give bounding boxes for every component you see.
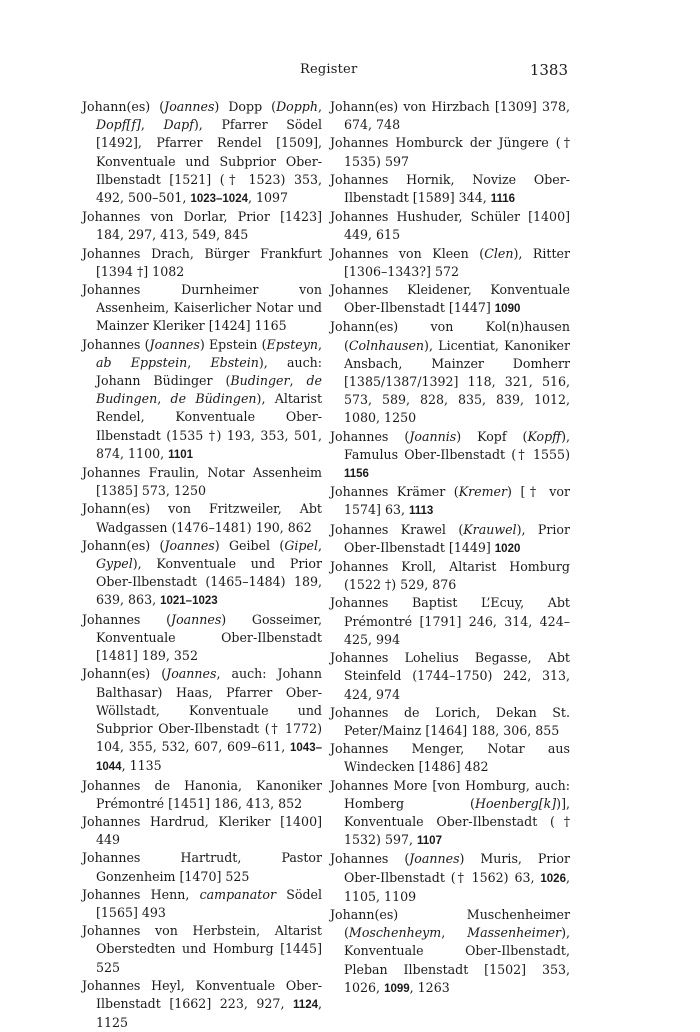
entry-text: Johannes Hardrud, Kleriker [1400] 449 xyxy=(82,813,322,848)
register-entry xyxy=(82,977,322,1032)
entry-text: , xyxy=(441,925,468,941)
entry-text: ) Kopf ( xyxy=(456,428,528,444)
register-entry xyxy=(82,537,322,611)
entry-text: Johann(es) von Kol(n)hausen ( xyxy=(330,319,570,353)
entry-page-bold: 1090 xyxy=(494,303,521,316)
entry-text: Johannes Hornik, Novize Ober-Ilbenstadt [1589] 344, xyxy=(330,171,570,206)
entry-variant-italic: Joannes xyxy=(164,99,215,114)
entry-variant-italic: Kopff xyxy=(527,428,562,444)
entry-text: , xyxy=(187,354,211,370)
entry-variant-italic: Massenheimer xyxy=(467,925,562,941)
entry-text: , xyxy=(157,391,171,407)
entry-variant-italic: Ebstein xyxy=(210,354,259,370)
entry-variant-italic: Hoenberg[k] xyxy=(474,795,557,811)
entry-text: ), Prior Ober-Ilbenstadt [1449] xyxy=(344,521,570,555)
entry-variant-italic: Budinger xyxy=(230,373,290,389)
entry-text: ), Ritter [1306–1343?] 572 xyxy=(344,245,571,279)
register-column-right xyxy=(330,98,570,998)
register-entry xyxy=(82,849,322,885)
register-entry xyxy=(330,428,570,484)
entry-text: Johannes Henn, xyxy=(82,886,200,902)
entry-text: , 1135 xyxy=(121,758,162,774)
register-entry xyxy=(82,281,322,336)
entry-text: ) Dopp ( xyxy=(214,99,277,114)
register-entry xyxy=(330,850,570,906)
entry-variant-italic: Joannes xyxy=(166,666,217,682)
entry-page-bold: 1113 xyxy=(409,505,434,518)
register-entry xyxy=(330,906,570,998)
entry-text: Södel [1565] 493 xyxy=(96,886,322,920)
register-entry xyxy=(330,558,570,594)
entry-page-bold: 1124 xyxy=(293,998,318,1011)
entry-text: , 1105, 1109 xyxy=(344,869,570,904)
register-entry xyxy=(82,208,322,244)
entry-text: ) [† vor 1574] 63, xyxy=(344,484,570,518)
entry-text: Johannes Hushuder, Schüler [1400] 449, 615 xyxy=(330,209,570,243)
running-title: Register xyxy=(300,62,358,77)
entry-text: Johannes Hartrudt, Pastor Gonzenheim [1470] 525 xyxy=(82,850,322,884)
entry-text: Johannes Kleidener, Konventuale Ober-Ilbenstadt [1447] xyxy=(330,282,570,316)
entry-text: ) Gosseimer, Konventuale Ober-Ilbenstadt [1481] 189, 352 xyxy=(96,611,322,664)
entry-page-bold: 1043–1044 xyxy=(96,742,322,774)
entry-text: Johannes Drach, Bürger Frankfurt [1394 †] 1082 xyxy=(82,245,322,279)
entry-text: ), Pfarrer Södel [1492], Pfarrer Rendel [1509], Konventuale und Subprior Ober-Ilbenstadt [1521] († 1523) 353, 492, 500–501, xyxy=(96,117,322,206)
entry-text: Johann(es) von Fritzweiler, Abt Wadgassen (1476–1481) 190, 862 xyxy=(82,501,322,535)
register-entry xyxy=(330,649,570,704)
entry-variant-italic: Moschenheym xyxy=(348,925,442,941)
entry-text: , 1125 xyxy=(96,995,322,1031)
entry-text: Johann(es) ( xyxy=(82,99,165,114)
entry-text: ) Epstein ( xyxy=(199,336,267,352)
register-entry xyxy=(82,245,322,281)
entry-text: Johannes von Herbstein, Altarist Oberstedten und Homburg [1445] 525 xyxy=(82,923,322,975)
entry-variant-italic: de Budingen xyxy=(96,373,322,407)
entry-text: ), Famulus Ober-Ilbenstadt († 1555) xyxy=(344,428,570,462)
register-entry xyxy=(330,483,570,520)
entry-page-bold: 1026 xyxy=(540,872,566,885)
register-entry xyxy=(330,594,570,649)
register-entry xyxy=(330,98,570,134)
register-entry xyxy=(330,777,570,851)
entry-text: , xyxy=(317,99,322,114)
register-entry xyxy=(330,521,570,558)
entry-text: ), Licentiat, Kanoniker Ansbach, Mainzer Domherr [1385/1387/1392] 118, 321, 516, 573, 589, 828, 835, 839, 1012, 1080, 1250 xyxy=(344,337,570,426)
register-entry xyxy=(82,336,322,464)
entry-variant-italic: Gipel xyxy=(284,537,318,553)
register-column-left xyxy=(82,98,322,1032)
entry-text: , xyxy=(317,336,322,352)
register-entry xyxy=(330,245,570,281)
entry-variant-italic: Dapf xyxy=(163,117,194,133)
entry-variant-italic: Joannes xyxy=(409,851,460,867)
entry-text: ), auch: Johann Büdinger ( xyxy=(96,354,323,389)
entry-text: , auch: Johann Balthasar) Haas, Pfarrer Ober-Wöllstadt, Konventuale und Subprior Ober-Ilbenstadt († 1772) 104, 355, 532, 607, 609–611, xyxy=(96,666,322,755)
entry-variant-italic: Colnhausen xyxy=(348,337,425,353)
page-header xyxy=(0,62,700,82)
entry-text: , 1263 xyxy=(409,979,450,995)
entry-page-bold: 1116 xyxy=(490,193,516,206)
register-entry xyxy=(82,813,322,849)
entry-text: Johannes Menger, Notar aus Windecken [1486] 482 xyxy=(330,741,570,775)
entry-text: Johannes Kroll, Altarist Homburg (1522 †) 529, 876 xyxy=(330,559,570,593)
register-entry xyxy=(82,611,322,666)
register-entry xyxy=(330,281,570,318)
entry-text: Johann(es) von Hirzbach [1309] 378, 674, 748 xyxy=(330,99,570,133)
entry-text: ), Konventuale und Prior Ober-Ilbenstadt (1465–1484) 189, 639, 863, xyxy=(96,556,322,608)
entry-text: , xyxy=(317,537,322,553)
entry-text: , 1097 xyxy=(248,190,289,206)
entry-page-bold: 1021–1023 xyxy=(160,595,218,608)
entry-text: Johann(es) Muschenheimer ( xyxy=(330,906,570,941)
entry-page-bold: 1101 xyxy=(168,448,194,461)
entry-text: , xyxy=(140,117,164,133)
entry-variant-italic: Clen xyxy=(484,245,514,261)
entry-variant-italic: Joannis xyxy=(409,428,457,444)
entry-variant-italic: Kremer xyxy=(458,484,508,500)
register-entry xyxy=(330,208,570,244)
register-entry xyxy=(330,318,570,427)
entry-text: ), Altarist Rendel, Konventuale Ober-Ilbenstadt (1535 †) 193, 353, 501, 874, 1100, xyxy=(96,391,323,461)
entry-page-bold: 1156 xyxy=(344,468,369,481)
entry-text: Johannes de Hanonia, Kanoniker Prémontré [1451] 186, 413, 852 xyxy=(82,777,322,811)
entry-text: Johannes Krämer ( xyxy=(330,484,459,500)
entry-text: Johannes ( xyxy=(82,336,150,352)
register-entry xyxy=(330,704,570,740)
entry-page-bold: 1099 xyxy=(384,982,410,995)
entry-text: Johannes Durnheimer von Assenheim, Kaiserlicher Notar und Mainzer Kleriker [1424] 1165 xyxy=(82,282,322,334)
entry-variant-italic: Krauwel xyxy=(463,521,517,537)
entry-text: Johann(es) ( xyxy=(82,537,165,553)
register-entry xyxy=(330,740,570,776)
entry-text: Johannes ( xyxy=(330,428,410,444)
entry-text: Johannes de Lorich, Dekan St. Peter/Mainz [1464] 188, 306, 855 xyxy=(330,704,570,738)
entry-text: Johannes Homburck der Jüngere († 1535) 597 xyxy=(330,135,570,169)
entry-text: Johannes von Dorlar, Prior [1423] 184, 297, 413, 549, 845 xyxy=(82,209,322,243)
entry-variant-italic: Joannes xyxy=(164,537,215,553)
entry-page-bold: 1107 xyxy=(417,835,442,848)
entry-text: ), Konventuale Ober-Ilbenstadt, Pleban Ilbenstadt [1502] 353, 1026, xyxy=(344,925,570,995)
entry-page-bold: 1023–1024 xyxy=(190,193,248,206)
register-entry xyxy=(82,500,322,536)
entry-variant-italic: Gypel xyxy=(96,556,133,572)
register-entry xyxy=(82,886,322,922)
entry-text: Johannes Heyl, Konventuale Ober-Ilbenstadt [1662] 223, 927, xyxy=(82,977,322,1011)
entry-text: Johannes Lohelius Begasse, Abt Steinfeld (1744–1750) 242, 313, 424, 974 xyxy=(330,650,570,702)
entry-text: ) Geibel ( xyxy=(214,537,285,553)
register-entry xyxy=(330,134,570,170)
page-number: 1383 xyxy=(529,61,568,79)
entry-variant-italic: ab Eppstein xyxy=(96,354,188,370)
entry-text: )], Konventuale Ober-Ilbenstadt († 1532) 597, xyxy=(344,795,570,848)
entry-variant-italic: de Büdingen xyxy=(170,391,257,407)
entry-variant-italic: Joannes xyxy=(149,336,200,352)
entry-text: Johann(es) ( xyxy=(82,666,167,682)
entry-text: Johannes Fraulin, Notar Assenheim [1385] 573, 1250 xyxy=(82,465,322,499)
entry-text: Johannes Baptist L’Ecuy, Abt Prémontré [1791] 246, 314, 424–425, 994 xyxy=(330,595,570,647)
register-entry xyxy=(82,777,322,813)
entry-page-bold: 1020 xyxy=(494,542,521,555)
entry-text: Johannes ( xyxy=(330,851,410,867)
entry-text: Johannes von Kleen ( xyxy=(330,245,485,261)
entry-variant-italic: Dopf[f] xyxy=(96,117,141,133)
entry-text: ) Muris, Prior Ober-Ilbenstadt († 1562) 63, xyxy=(344,851,570,885)
entry-text: , xyxy=(289,373,307,389)
register-entry xyxy=(82,922,322,977)
entry-text: Johannes Krawel ( xyxy=(330,521,464,537)
entry-variant-italic: Joannes xyxy=(171,611,222,627)
register-entry xyxy=(82,98,322,208)
entry-text: Johannes More [von Homburg, auch: Homberg ( xyxy=(330,777,570,811)
entry-variant-italic: Dopph xyxy=(276,99,318,114)
entry-variant-italic: campanator xyxy=(199,886,276,902)
register-entry xyxy=(330,171,570,208)
entry-text: Johannes ( xyxy=(82,611,172,627)
register-entry xyxy=(82,464,322,500)
entry-variant-italic: Epsteyn xyxy=(266,336,318,352)
register-entry xyxy=(82,665,322,776)
